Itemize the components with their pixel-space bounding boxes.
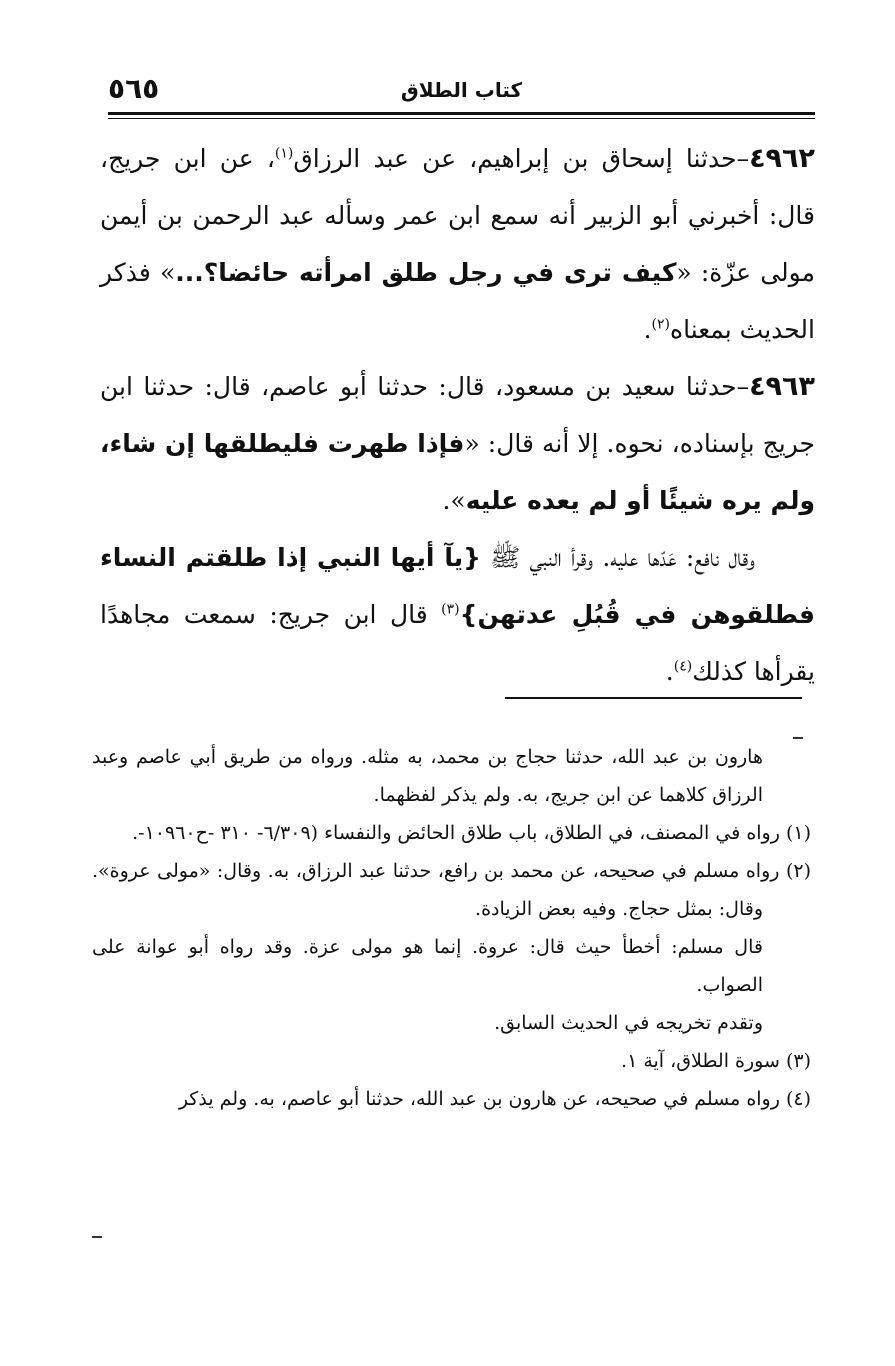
hadith-number: ٤٩٦٢ <box>749 143 815 174</box>
footnote-ref[interactable]: (٢) <box>651 316 670 333</box>
footnote-ref[interactable]: (٣) <box>441 601 460 618</box>
footnote-1: (١) رواه في المصنف، في الطلاق، باب طلاق الحائض والنفساء (٦/٣٠٩- ٣١٠ -ح١٠٩٦٠-. <box>132 822 811 844</box>
footnote-ref[interactable]: (٤) <box>673 658 693 675</box>
paragraph-text: وقال نافع: عَدّها عليه. وقرأ النبي ﷺ <box>480 543 756 572</box>
continuation-mark <box>92 1236 102 1238</box>
hadith-text: –حدثنا إسحاق بن إبراهيم، عن عبد الرزاق <box>293 144 750 173</box>
page-number: ٥٦٥ <box>108 72 160 105</box>
footnote-2-note: وتقدم تخريجه في الحديث السابق. <box>494 1012 763 1034</box>
main-text <box>100 130 815 700</box>
header-rule-thin <box>108 118 815 119</box>
hadith-4963 <box>100 358 815 529</box>
hadith-text: ». <box>442 486 466 515</box>
running-title: كتاب الطلاق <box>400 78 523 102</box>
paragraph-text: قال ابن جريج: سمعت مجاهدًا يقرأها كذلك <box>100 600 815 686</box>
footnote-continuation: هارون بن عبد الله، حدثنا حجاج بن محمد، به مثله. ورواه من طريق أبي عاصم وعبد الرزاق كلاهما عن ابن جريج، به. ولم يذكر لفظهما. <box>92 746 763 806</box>
hadith-text: . <box>643 315 652 344</box>
footnote-ref[interactable]: (١) <box>274 145 294 162</box>
footnotes <box>92 738 811 1118</box>
hadith-4962 <box>100 130 815 358</box>
hadith-number: ٤٩٦٣ <box>749 371 815 402</box>
nafi-paragraph <box>100 529 815 700</box>
footnote-3: (٣) سورة الطلاق، آية ١. <box>621 1050 811 1072</box>
hadith-quote: فإذا طهرت فليطلقها إن شاء، ولم يره شيئًا أو لم يعده عليه <box>100 429 815 515</box>
hadith-text: –حدثنا سعيد بن مسعود، قال: حدثنا أبو عاصم، قال: حدثنا ابن جريج بإسناده، نحوه. إلا أنه قال: « <box>100 372 815 458</box>
hadith-text: ، عن ابن جريج، قال: أخبرني أبو الزبير أنه سمع ابن عمر وسأله عبد الرحمن بن أيمن مولى عزّة: « <box>100 144 815 287</box>
footnote-separator <box>505 697 802 699</box>
footnote-2: (٢) رواه مسلم في صحيحه، عن محمد بن رافع، حدثنا عبد الرزاق، به. وقال: «مولى عروة». وقال: بمثل حجاج. وفيه بعض الزيادة. <box>92 860 811 920</box>
quran-verse: {يآ أيها النبي إذا طلقتم النساء فطلقوهن في قُبُلِ عدتهن} <box>100 543 815 629</box>
footnote-4: (٤) رواه مسلم في صحيحه، عن هارون بن عبد الله، حدثنا أبو عاصم، به. ولم يذكر <box>178 1088 811 1110</box>
footnote-2-note: قال مسلم: أخطأ حيث قال: عروة. إنما هو مولى عزة. وقد رواه أبو عوانة على الصواب. <box>92 936 763 996</box>
paragraph-text: . <box>665 657 674 686</box>
page-header <box>108 70 815 110</box>
hadith-text: » فذكر الحديث بمعناه <box>100 258 815 344</box>
header-rule-thick <box>108 112 815 115</box>
hadith-quote: كيف ترى في رجل طلق امرأته حائضا؟... <box>175 258 677 287</box>
